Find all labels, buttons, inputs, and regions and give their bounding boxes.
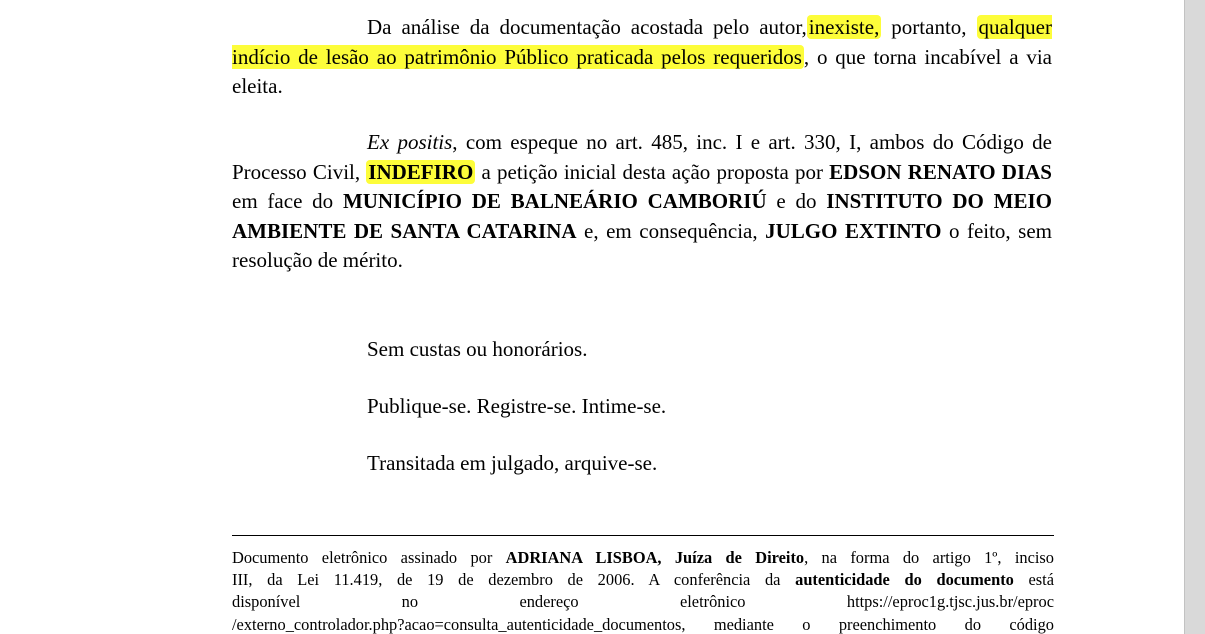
footnote-word: eletrônico	[679, 592, 746, 612]
paragraph-ruling-text-4: e do	[766, 189, 827, 214]
paragraph-ruling	[232, 128, 1052, 276]
footnote-word: endereço	[519, 592, 579, 612]
defendant-municipality: MUNICÍPIO DE BALNEÁRIO CAMBORIÚ	[342, 189, 767, 214]
paragraph-analysis	[232, 13, 1052, 102]
paragraph-analysis-text-1: Da análise da documentação acostada pelo autor,	[367, 15, 807, 39]
signature-footnote	[232, 547, 1054, 634]
viewer-scroll-gutter[interactable]	[1184, 0, 1205, 634]
footnote-word: no	[401, 592, 419, 612]
paragraph-ruling-text-2: a petição inicial desta ação proposta por	[475, 159, 830, 184]
ex-positis-text: Ex positis	[367, 130, 453, 154]
footnote-line-4: /externo_controlador.php?acao=consulta_autenticidade_documentos, mediante o preenchimento do código	[232, 614, 1054, 634]
highlight-inexiste: inexiste,	[808, 15, 880, 39]
footnote-line-2	[232, 569, 1054, 591]
footnote-text: , na forma do artigo 1º, inciso	[804, 548, 1054, 567]
defendant-institute: INSTITUTO DO MEIO AMBIENTE DE SANTA CATARINA	[232, 189, 1052, 243]
verification-url[interactable]: https://eproc1g.tjsc.jus.br/eproc	[846, 592, 1054, 612]
footnote-text: Documento eletrônico assinado por	[232, 548, 506, 567]
footnote-text: está	[1013, 570, 1054, 590]
footnote-line-1	[232, 547, 1054, 569]
authenticity-label: autenticidade do documento	[795, 570, 1014, 590]
footnote-line-3	[232, 591, 1054, 613]
footnote-word: disponível	[232, 592, 301, 612]
footnote-divider	[232, 535, 1054, 536]
paragraph-archive: Transitada em julgado, arquive-se.	[367, 451, 658, 475]
signer-name: ADRIANA LISBOA, Juíza de Direito	[505, 548, 805, 567]
paragraph-analysis-text-2: portanto,	[881, 15, 967, 39]
paragraph-ruling-text-5: e, em consequência,	[576, 218, 766, 243]
paragraph-ruling-text-3: em face do	[232, 189, 343, 214]
paragraph-costs: Sem custas ou honorários.	[367, 337, 588, 361]
highlight-indefiro: INDEFIRO	[368, 159, 474, 184]
plaintiff-name: EDSON RENATO DIAS	[829, 159, 1052, 184]
paragraph-ruling-text-1: , com espeque no art. 485, inc. I e art. 330, I, ambos do Código de Processo Civil,	[232, 130, 1052, 184]
julgo-extinto-text: JULGO EXTINTO	[765, 218, 942, 243]
paragraph-analysis-text-3: , o que torna incabível a via eleita.	[232, 44, 1052, 99]
paragraph-publish: Publique-se. Registre-se. Intime-se.	[367, 394, 667, 418]
footnote-text: III, da Lei 11.419, de 19 de dezembro de 2006. A conferência da	[232, 570, 796, 590]
highlight-damage-clause: qualquer indício de lesão ao patrimônio Público praticada pelos requeridos	[232, 15, 1053, 69]
paragraph-ruling-text-6: o feito, sem resolução de mérito.	[232, 218, 1053, 273]
